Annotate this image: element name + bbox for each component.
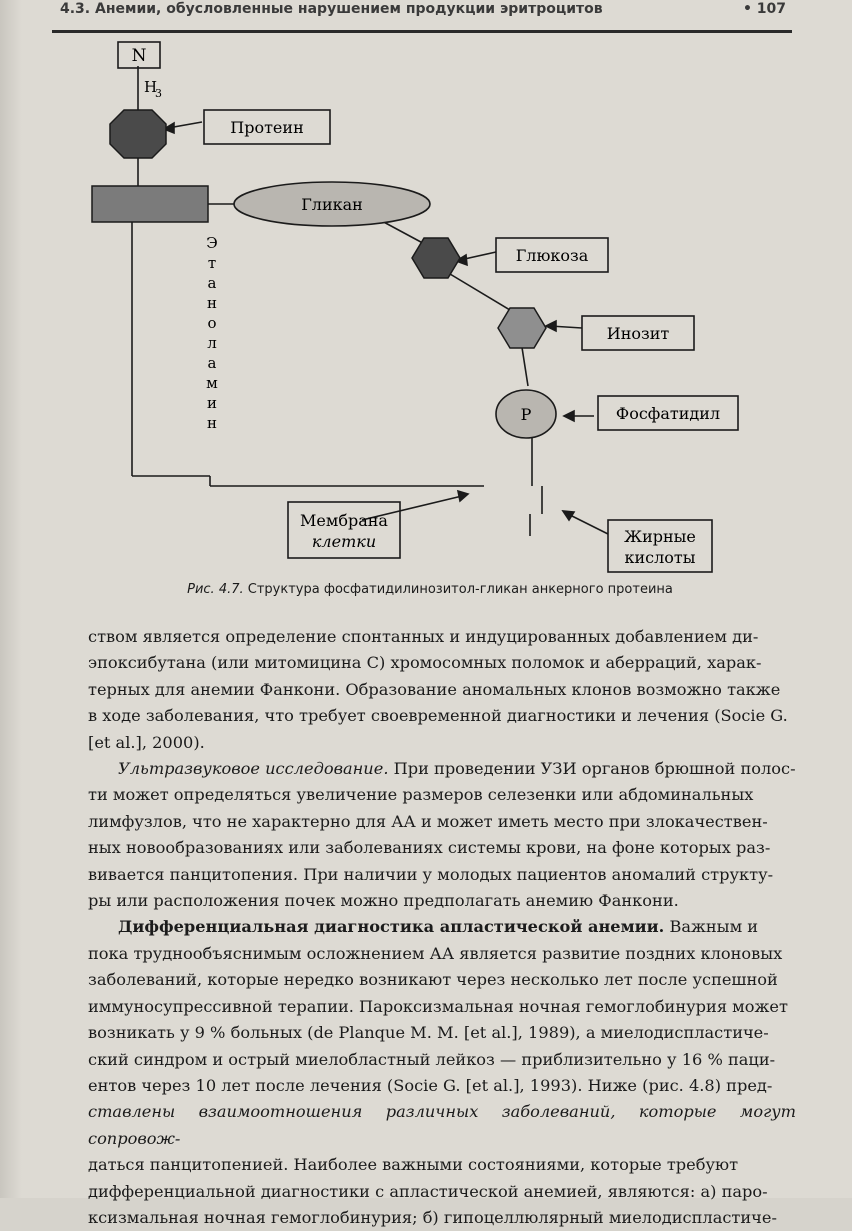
- n-label: N: [131, 46, 147, 66]
- protein-octagon: [110, 110, 166, 158]
- text-line: пока труднообъяснимым осложнением АА является развитие поздних клоновых: [88, 943, 783, 963]
- text-line: ентов через 10 лет после лечения (Socie G. [et al.], 1993). Ниже (рис. 4.8) пред-: [88, 1075, 773, 1095]
- text-line: лимфузлов, что не характерно для АА и может иметь место при злокачествен-: [88, 811, 768, 831]
- text-line: дифференциальной диагностики с апластической анемией, являются: а) паро-: [88, 1181, 768, 1201]
- page-edge-shadow: [0, 0, 22, 1198]
- text-line: Важным и: [664, 917, 759, 937]
- glucose-hexagon: [412, 238, 460, 278]
- ethanolamine-letter: н: [207, 414, 217, 432]
- paragraph-1: [88, 624, 796, 756]
- membrane-label-line1: Мембрана: [300, 511, 388, 530]
- body-text: [88, 624, 796, 1231]
- phosphate-label: P: [520, 405, 532, 424]
- paragraph-2: [88, 756, 796, 914]
- phosphatidyl-label: Фосфатидил: [615, 404, 721, 423]
- text-line: даться панцитопенией. Наиболее важными состояниями, которые требуют: [88, 1155, 739, 1175]
- h3-label: H: [144, 78, 158, 96]
- text-line: ных новообразованиях или заболеваниях системы крови, на фоне которых раз-: [88, 838, 771, 858]
- text-line: При проведении УЗИ органов брюшной полос-: [388, 759, 796, 779]
- ethanolamine-letter: м: [206, 374, 218, 392]
- text-line: ксизмальная ночная гемоглобинурия; б) гипоцеллюлярный миелодиспластиче-: [88, 1207, 777, 1227]
- glucose-label: Глюкоза: [515, 246, 589, 265]
- text-line: возникать у 9 % больных (de Planque M. M. [et al.], 1989), а миелодиспластиче-: [88, 1023, 769, 1043]
- ethanolamine-letter: л: [207, 334, 217, 352]
- paragraph-3: [88, 914, 796, 1231]
- ethanolamine-letter: о: [207, 314, 217, 332]
- fatty-acids-label-line1: Жирные: [624, 527, 696, 546]
- text-line: вивается панцитопения. При наличии у молодых пациентов аномалий структу-: [88, 864, 774, 884]
- ethanolamine-letter: а: [207, 354, 217, 372]
- text-line: в ходе заболевания, что требует своевременной диагностики и лечения (Socie G.: [88, 706, 788, 726]
- caption-text: Структура фосфатидилинозитол-гликан анкерного протеина: [247, 582, 673, 597]
- h3-subscript: 3: [155, 87, 162, 100]
- figure-caption: [60, 582, 800, 597]
- glycan-label: Гликан: [301, 195, 363, 214]
- text-line: [et al.], 2000).: [88, 732, 205, 752]
- page-number: • 107: [742, 1, 786, 17]
- gpi-anchor-diagram: [60, 36, 800, 596]
- text-line: ством является определение спонтанных и индуцированных добавлением ди-: [88, 627, 759, 646]
- text-line: ти может определяться увеличение размеров селезенки или абдоминальных: [88, 785, 754, 805]
- ethanolamine-letter: н: [207, 294, 217, 312]
- ethanolamine-letter: а: [207, 274, 217, 292]
- ethanolamine-letter: и: [207, 394, 217, 412]
- text-line: ставлены взаимоотношения различных заболеваний, которые могут сопровож-: [88, 1102, 796, 1148]
- inositol-hexagon: [498, 308, 546, 348]
- protein-label: Протеин: [230, 118, 304, 137]
- header-title: 4.3. Анемии, обусловленные нарушением продукции эритроцитов: [60, 1, 603, 17]
- inositol-label: Инозит: [606, 324, 670, 343]
- text-line: ры или расположения почек можно предполагать анемию Фанкони.: [88, 891, 679, 911]
- differential-diagnosis-heading: Дифференциальная диагностика апластической анемии.: [118, 917, 665, 937]
- text-line: эпоксибутана (или митомицина С) хромосомных поломок и аберраций, харак-: [88, 653, 762, 673]
- text-line: иммуносупрессивной терапии. Пароксизмальная ночная гемоглобинурия может: [88, 996, 788, 1016]
- ethanolamine-block: [92, 186, 208, 222]
- membrane-label-line2: клетки: [311, 532, 377, 551]
- ethanolamine-letter: Э: [206, 234, 218, 252]
- text-line: заболеваний, которые нередко возникают через несколько лет после успешной: [88, 970, 778, 990]
- ultrasound-heading: Ультразвуковое исследование.: [118, 759, 389, 779]
- text-line: терных для анемии Фанкони. Образование аномальных клонов возможно также: [88, 679, 781, 699]
- fatty-acids-label-line2: кислоты: [624, 548, 696, 567]
- running-header: [52, 0, 792, 33]
- caption-prefix: Рис. 4.7.: [187, 582, 244, 597]
- ethanolamine-letter: т: [207, 254, 217, 272]
- text-line: ский синдром и острый миелобластный лейкоз — приблизительно у 16 % паци-: [88, 1049, 776, 1069]
